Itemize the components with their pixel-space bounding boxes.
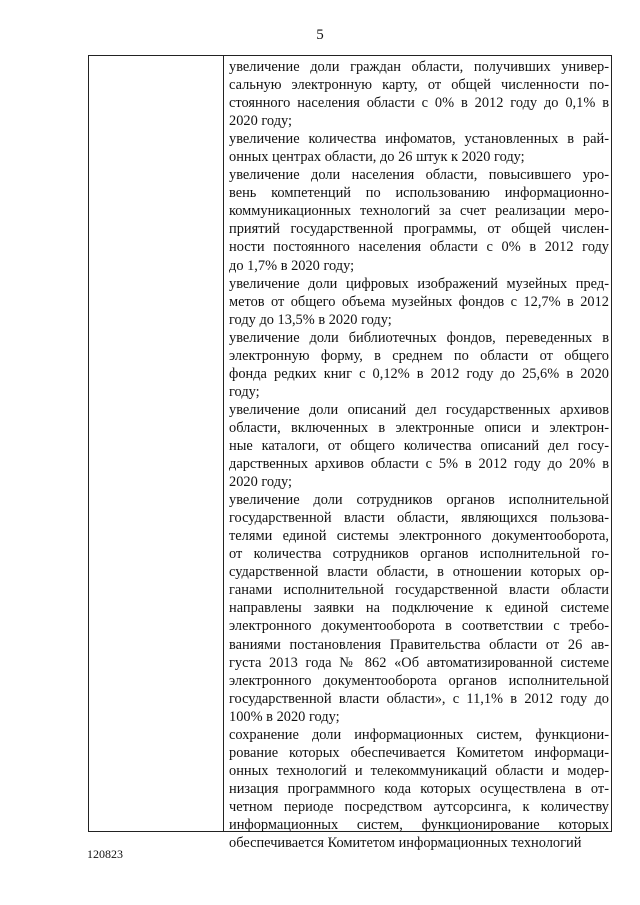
text-line: метов от общего объема музейных фондов с 12,7% в 2012 [229, 293, 609, 310]
text-line: сударственной власти области, в отношении которых ор- [229, 564, 609, 581]
text-line: увеличение количества инфоматов, установленных в рай- [229, 131, 609, 148]
text-line: коммуникационных технологий за счет реализации меро- [229, 203, 609, 220]
indicator-paragraph [229, 329, 609, 401]
text-line: увеличение доли описаний дел государственных архивов [229, 401, 609, 418]
text-line: направлены заявки на подключение к единой системе [229, 600, 609, 617]
text-line: ганами исполнительной государственной власти области [229, 582, 609, 599]
text-line: электронного документооборота органов исполнительной [229, 672, 609, 689]
text-line: увеличение доли цифровых изображений музейных пред- [229, 275, 609, 292]
text-line: государственной власти области», с 11,1% в 2012 году до [229, 690, 609, 707]
text-line: фонда редких книг с 0,12% в 2012 году до 25,6% в 2020 [229, 365, 609, 382]
text-line: увеличение доли населения области, повысившего уро- [229, 167, 609, 184]
text-line: сохранение доли информационных систем, функциони- [229, 726, 609, 743]
text-line: ности постоянного населения области с 0% в 2012 году [229, 239, 609, 256]
text-line: дарственных архивов области с 5% в 2012 году до 20% в [229, 456, 609, 473]
text-line: увеличение доли граждан области, получивших универ- [229, 59, 609, 75]
text-line: году; [229, 383, 260, 400]
text-line: онных технологий и телекоммуникаций области и модер- [229, 762, 609, 779]
text-line: приятий государственной программы, от общей числен- [229, 221, 609, 238]
text-line: информационных систем, функционирование которых [229, 816, 609, 833]
text-line: от количества сотрудников органов исполнительной го- [229, 546, 609, 563]
text-line: государственной власти области, являющихся пользова- [229, 510, 609, 527]
indicator-paragraph [229, 401, 609, 491]
footer-document-code: 120823 [87, 847, 123, 861]
text-line: ные каталоги, от общего количества описаний дел госу- [229, 437, 609, 454]
text-line: 2020 году; [229, 474, 293, 491]
indicator-paragraph [229, 275, 609, 329]
page-number: 5 [316, 27, 324, 43]
text-line: ваниями постановления Правительства области от 26 ав- [229, 636, 609, 653]
text-line: увеличение доли сотрудников органов исполнительной [229, 492, 609, 509]
text-line: электронного документооборота в соответствии с требо- [229, 618, 609, 635]
indicator-paragraph [229, 166, 609, 274]
document-table [88, 55, 612, 852]
indicator-paragraph [229, 491, 609, 726]
text-line: рование которых обеспечивается Комитетом информаци- [229, 744, 609, 761]
text-line: телями единой системы электронного документооборота, [229, 528, 609, 545]
text-line: стоянного населения области с 0% в 2012 году до 0,1% в [229, 95, 609, 112]
column-divider [223, 56, 224, 831]
text-line: электронную форму, в среднем по области от общего [229, 347, 609, 364]
indicator-paragraph [229, 130, 609, 166]
indicators-column [229, 58, 609, 852]
text-line: 100% в 2020 году; [229, 708, 340, 725]
text-line: онных центрах области, до 26 штук к 2020 году; [229, 149, 525, 166]
text-line: области, включенных в электронные описи и электрон- [229, 419, 609, 436]
text-line: сальную электронную карту, от общей численности по- [229, 77, 609, 94]
text-line: низация программного кода которых осуществлена в от- [229, 780, 609, 797]
text-line: до 1,7% в 2020 году; [229, 257, 355, 274]
text-line: году до 13,5% в 2020 году; [229, 311, 392, 328]
text-line: 2020 году; [229, 113, 293, 130]
text-line: густа 2013 года № 862 «Об автоматизированной системе [229, 654, 609, 671]
text-line: увеличение доли библиотечных фондов, переведенных в [229, 329, 609, 346]
text-line: обеспечивается Комитетом информационных технологий [229, 835, 582, 852]
text-line: вень компетенций по использованию информационно- [229, 185, 609, 202]
indicator-paragraph [229, 58, 609, 130]
indicator-paragraph [229, 726, 609, 852]
text-line: четном периоде посредством аутсорсинга, к количеству [229, 798, 609, 815]
